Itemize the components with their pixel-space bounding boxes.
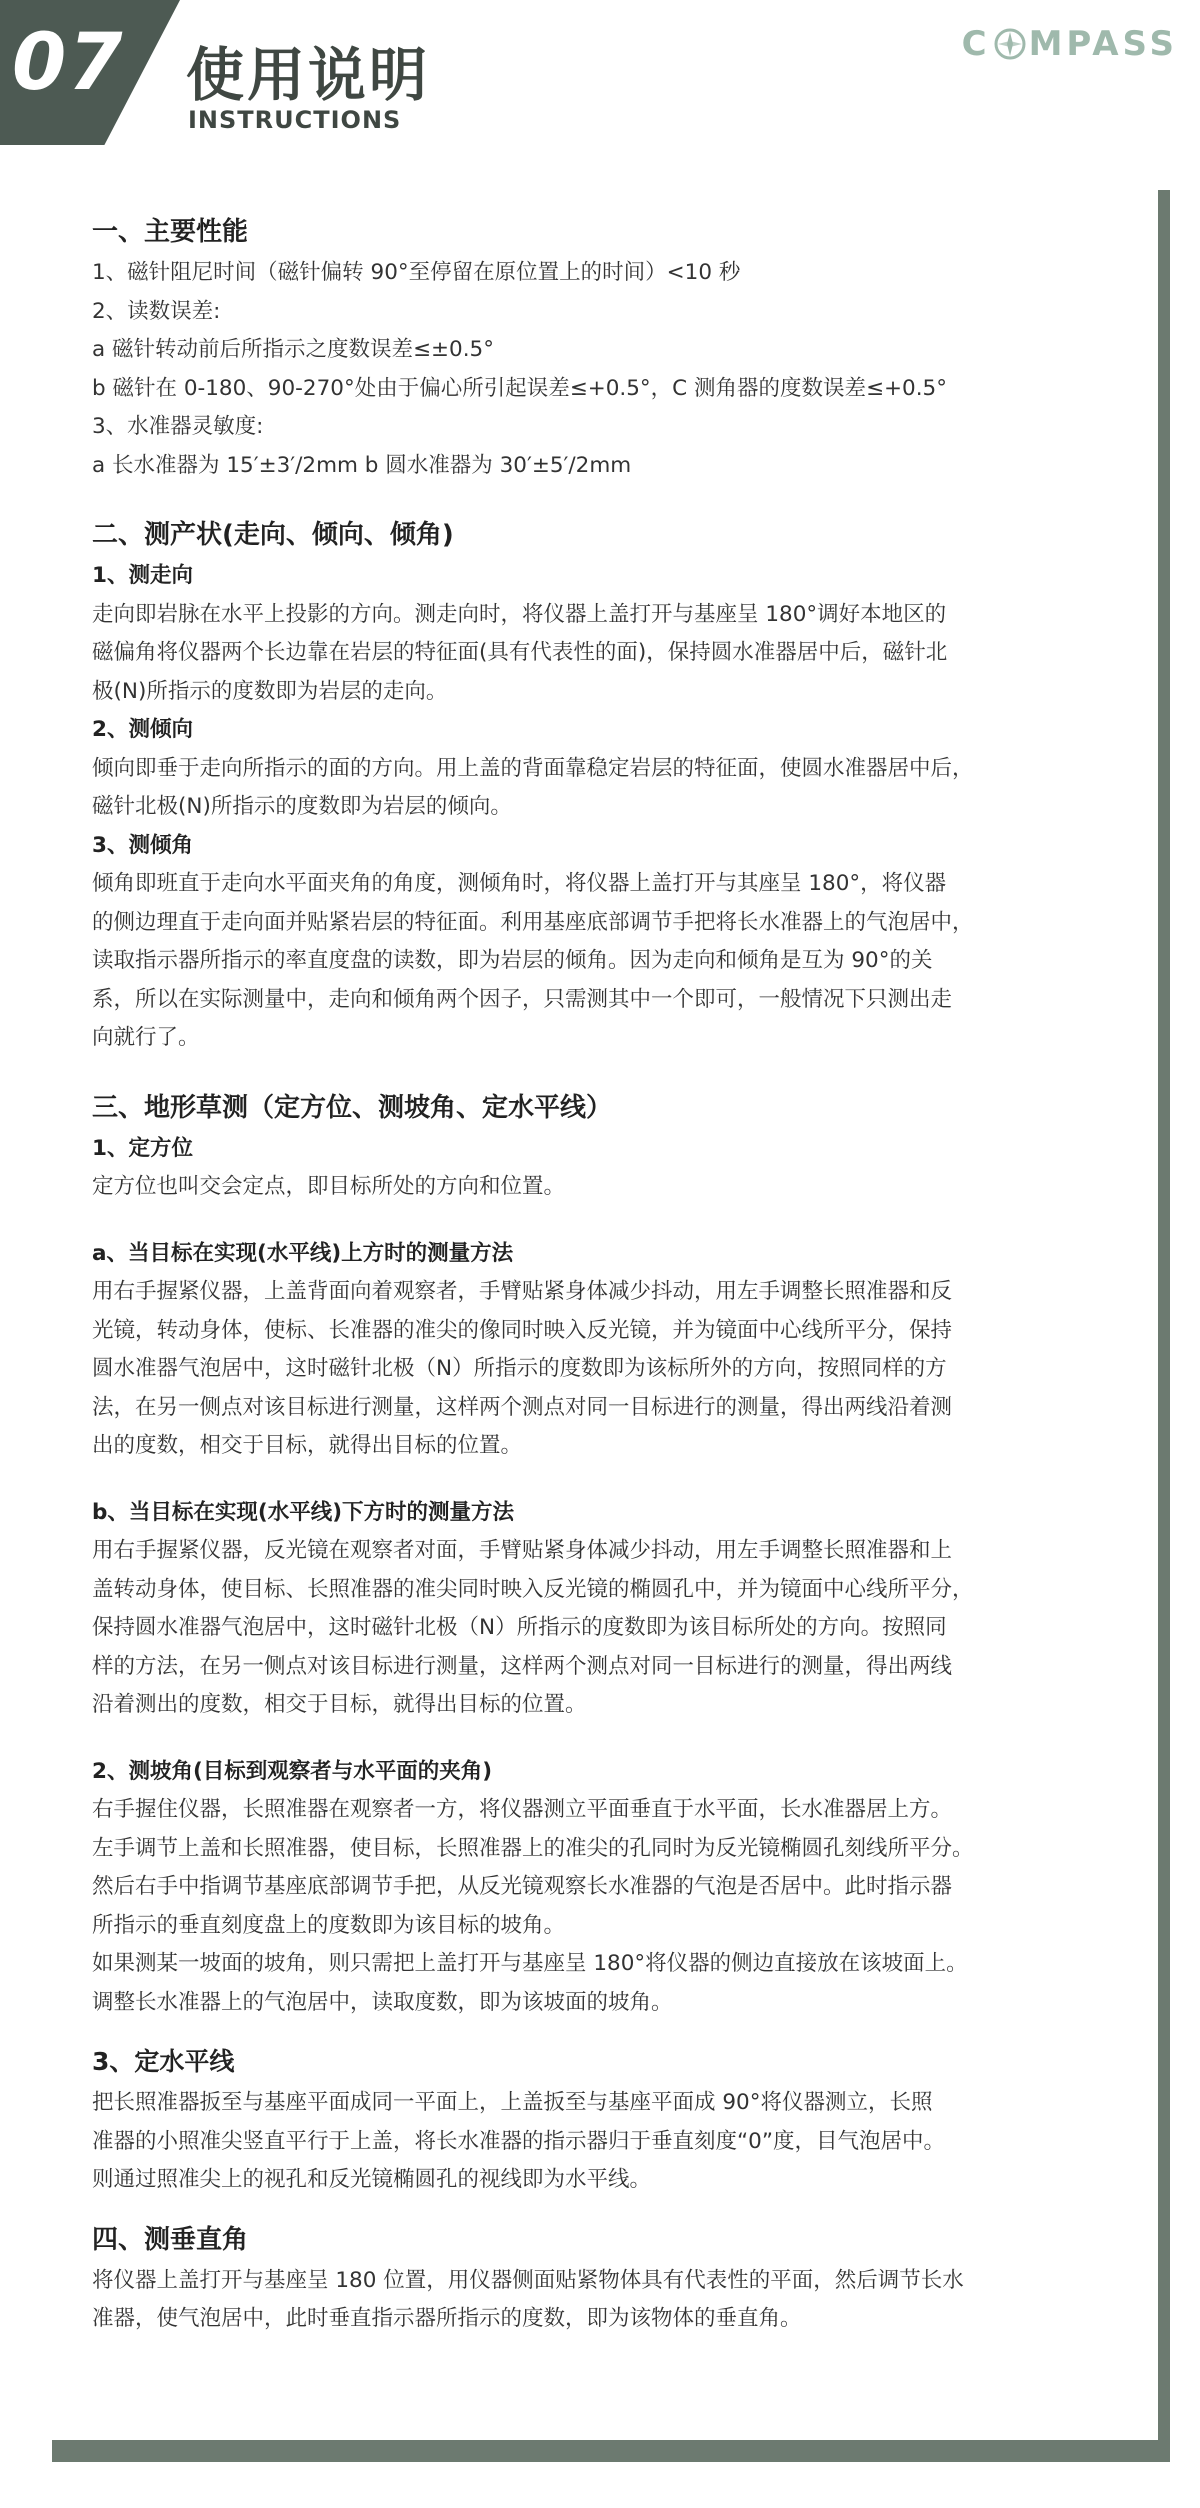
subsection-title: a、当目标在实现(水平线)上方时的测量方法 <box>92 1240 514 1266</box>
text-line: 1、磁针阻尼时间（磁针偏转 90°至停留在原位置上的时间）<10 秒 <box>92 260 741 285</box>
text-line: 向就行了。 <box>92 1025 200 1050</box>
text-line: 则通过照准尖上的视孔和反光镜椭圆孔的视线即为水平线。 <box>92 2167 652 2192</box>
section-4-title: 四、测垂直角 <box>92 2224 249 2255</box>
subsection-title: b、当目标在实现(水平线)下方时的测量方法 <box>92 1499 515 1525</box>
text-line: 极(N)所指示的度数即为岩层的走向。 <box>92 678 448 704</box>
text-line: 用右手握紧仪器，反光镜在观察者对面，手臂贴紧身体减少抖动，用左手调整长照准器和上 <box>92 1538 953 1563</box>
text-line: 2、读数误差: <box>92 298 221 324</box>
compass-icon <box>993 27 1027 61</box>
text-line: 倾向即垂于走向所指示的面的方向。用上盖的背面靠稳定岩层的特征面，使圆水准器居中后， <box>92 755 974 781</box>
section-2-title: 二、测产状(走向、倾向、倾角) <box>92 520 454 550</box>
text-line: 定方位也叫交会定点，即目标所处的方向和位置。 <box>92 1174 566 1199</box>
text-line: 准器的小照准尖竖直平行于上盖，将长水准器的指示器归于垂直刻度“0”度，目气泡居中。 <box>92 2128 945 2154</box>
brand-logo <box>962 24 1178 64</box>
text-line: 3、水准器灵敏度: <box>92 414 264 439</box>
text-line: 盖转动身体，使目标、长照准器的准尖同时映入反光镜的椭圆孔中，并为镜面中心线所平分， <box>92 1576 974 1602</box>
text-line: 的侧边理直于走向面并贴紧岩层的特征面。利用基座底部调节手把将长水准器上的气泡居中， <box>92 909 974 935</box>
text-line: a 磁针转动前后所指示之度数误差≤±0.5° <box>92 337 494 362</box>
text-line: 出的度数，相交于目标，就得出目标的位置。 <box>92 1433 523 1458</box>
text-line: 把长照准器扳至与基座平面成同一平面上，上盖扳至与基座平面成 90°将仪器测立，长照 <box>92 2090 933 2115</box>
text-line: 调整长水准器上的气泡居中，读取度数，即为该坡面的坡角。 <box>92 1989 673 2015</box>
text-line: 法，在另一侧点对该目标进行测量，这样两个测点对同一目标进行的测量，得出两线沿着测 <box>92 1394 953 1420</box>
instructions-card <box>32 170 1158 2440</box>
subsection-title: 2、测坡角(目标到观察者与水平面的夹角) <box>92 1758 493 1784</box>
text-line: 读取指示器所指示的率直度盘的读数，即为岩层的倾角。因为走向和倾角是互为 90°的关 <box>92 948 933 973</box>
text-line: 圆水准器气泡居中，这时磁针北极（N）所指示的度数即为该标所外的方向，按照同样的方 <box>92 1356 947 1381</box>
text-line: 用右手握紧仪器，上盖背面向着观察者，手臂贴紧身体减少抖动，用左手调整长照准器和反 <box>92 1279 953 1304</box>
text-line: 倾角即班直于走向水平面夹角的角度，测倾角时，将仪器上盖打开与其座呈 180°，将仪器 <box>92 871 947 896</box>
subsection-title: 2、测倾向 <box>92 717 193 742</box>
text-line: 将仪器上盖打开与基座呈 180 位置，用仪器侧面贴紧物体具有代表性的平面，然后调节长水 <box>92 2267 964 2293</box>
text-line: 保持圆水准器气泡居中，这时磁针北极（N）所指示的度数即为该目标所处的方向。按照同 <box>92 1615 947 1640</box>
text-line: 光镜，转动身体，使标、长准器的准尖的像同时映入反光镜，并为镜面中心线所平分，保持 <box>92 1317 953 1343</box>
subsection-title: 1、定方位 <box>92 1135 193 1161</box>
page-subtitle: INSTRUCTIONS <box>188 106 402 134</box>
text-line: 所指示的垂直刻度盘上的度数即为该目标的坡角。 <box>92 1912 566 1938</box>
section-3-title: 三、地形草测（定方位、测坡角、定水平线） <box>92 1092 613 1123</box>
text-line: b 磁针在 0-180、90-270°处由于偏心所引起误差≤+0.5°，C 测角器的度数误差≤+0.5° <box>92 375 947 401</box>
page-title: 使用说明 <box>186 41 431 109</box>
text-line: 然后右手中指调节基座底部调节手把，从反光镜观察长水准器的气泡是否居中。此时指示器 <box>92 1874 953 1899</box>
text-line: 样的方法，在另一侧点对该目标进行测量，这样两个测点对同一目标进行的测量，得出两线 <box>92 1653 953 1679</box>
text-line: 左手调节上盖和长照准器，使目标，长照准器上的准尖的孔同时为反光镜椭圆孔刻线所平分。 <box>92 1835 974 1861</box>
text-line: 右手握住仪器，长照准器在观察者一方，将仪器测立平面垂直于水平面，长水准器居上方。 <box>92 1797 953 1822</box>
text-line: 磁偏角将仪器两个长边靠在岩层的特征面(具有代表性的面)，保持圆水准器居中后，磁针北 <box>92 640 948 665</box>
logo-text-left: C <box>961 24 991 64</box>
text-line: 系，所以在实际测量中，走向和倾角两个因子，只需测其中一个即可，一般情况下只测出走 <box>92 986 953 1012</box>
text-line: 走向即岩脉在水平上投影的方向。测走向时，将仪器上盖打开与基座呈 180°调好本地区的 <box>92 601 947 627</box>
section-number: 07 <box>12 18 125 108</box>
text-line: 如果测某一坡面的坡角，则只需把上盖打开与基座呈 180°将仪器的侧边直接放在该坡面上。 <box>92 1951 968 1976</box>
text-line: 准器，使气泡居中，此时垂直指示器所指示的度数，即为该物体的垂直角。 <box>92 2306 802 2331</box>
subsection-title: 3、定水平线 <box>92 2047 235 2076</box>
logo-text-right: MPASS <box>1028 24 1178 64</box>
subsection-title: 1、测走向 <box>92 563 193 588</box>
text-line: 沿着测出的度数，相交于目标，就得出目标的位置。 <box>92 1692 587 1717</box>
section-1-title: 一、主要性能 <box>92 217 249 247</box>
text-line: 磁针北极(N)所指示的度数即为岩层的倾向。 <box>92 794 512 819</box>
instructions-content <box>92 210 1132 2339</box>
subsection-title: 3、测倾角 <box>92 832 193 858</box>
text-line: a 长水准器为 15′±3′/2mm b 圆水准器为 30′±5′/2mm <box>92 452 632 478</box>
